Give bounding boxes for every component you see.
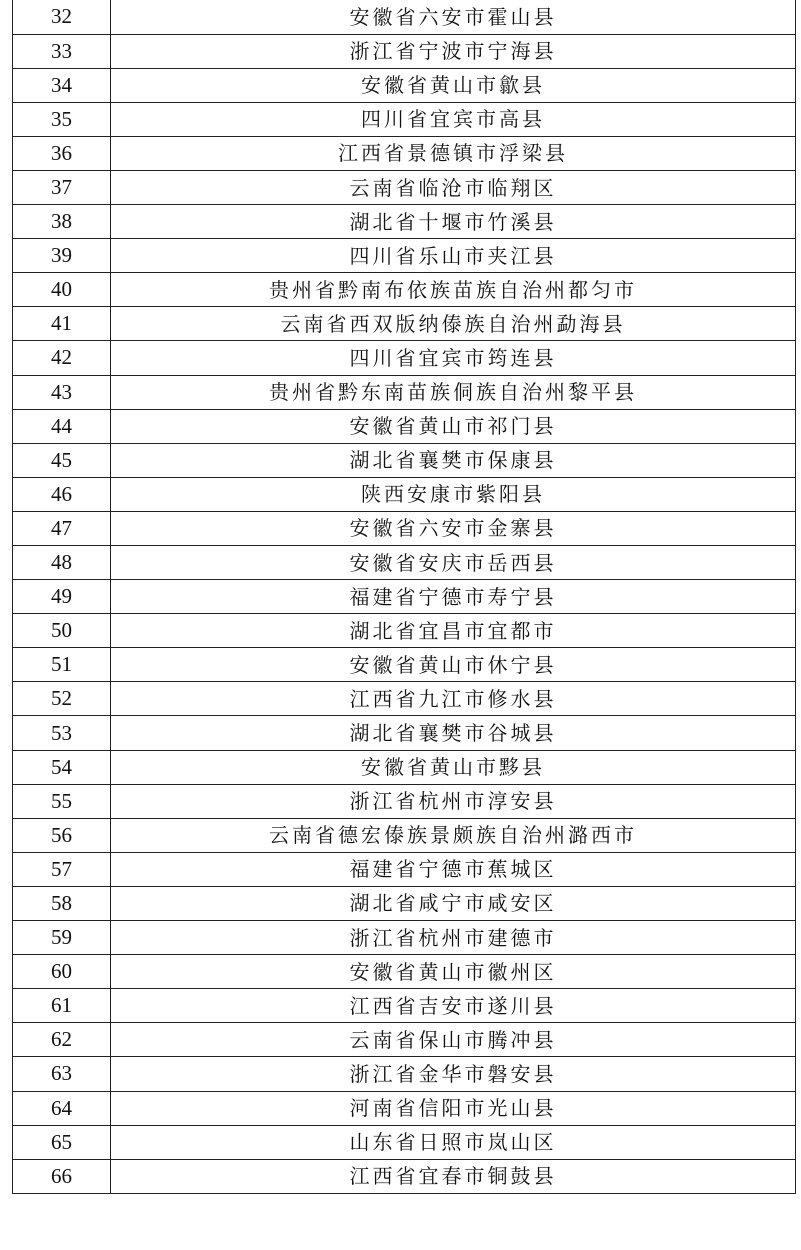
region-name-cell: 云南省保山市腾冲县 [111, 1023, 796, 1057]
row-number-cell: 53 [13, 716, 111, 750]
table-row [13, 239, 796, 273]
table-row [13, 170, 796, 204]
row-number-cell: 38 [13, 205, 111, 239]
table-row [13, 989, 796, 1023]
table-body [13, 0, 796, 1193]
table-row [13, 375, 796, 409]
row-number-cell: 47 [13, 511, 111, 545]
region-name-cell: 安徽省黄山市祁门县 [111, 409, 796, 443]
row-number-cell: 39 [13, 239, 111, 273]
row-number-cell: 52 [13, 682, 111, 716]
row-number-cell: 32 [13, 0, 111, 34]
region-name-cell: 安徽省六安市霍山县 [111, 0, 796, 34]
row-number-cell: 64 [13, 1091, 111, 1125]
table-row [13, 784, 796, 818]
table-row [13, 546, 796, 580]
region-name-cell: 湖北省宜昌市宜都市 [111, 614, 796, 648]
row-number-cell: 43 [13, 375, 111, 409]
region-name-cell: 贵州省黔东南苗族侗族自治州黎平县 [111, 375, 796, 409]
region-name-cell: 福建省宁德市寿宁县 [111, 580, 796, 614]
row-number-cell: 49 [13, 580, 111, 614]
table-row [13, 716, 796, 750]
region-name-cell: 安徽省黄山市黟县 [111, 750, 796, 784]
region-name-cell: 浙江省杭州市建德市 [111, 921, 796, 955]
row-number-cell: 36 [13, 136, 111, 170]
table-row [13, 852, 796, 886]
region-name-cell: 安徽省黄山市歙县 [111, 68, 796, 102]
region-name-cell: 四川省乐山市夹江县 [111, 239, 796, 273]
region-name-cell: 四川省宜宾市筠连县 [111, 341, 796, 375]
region-name-cell: 河南省信阳市光山县 [111, 1091, 796, 1125]
table-row [13, 136, 796, 170]
table-row [13, 443, 796, 477]
row-number-cell: 65 [13, 1125, 111, 1159]
row-number-cell: 63 [13, 1057, 111, 1091]
row-number-cell: 48 [13, 546, 111, 580]
table-row [13, 307, 796, 341]
table-row [13, 273, 796, 307]
table-row [13, 409, 796, 443]
region-name-cell: 湖北省咸宁市咸安区 [111, 886, 796, 920]
table-row [13, 580, 796, 614]
region-name-cell: 福建省宁德市蕉城区 [111, 852, 796, 886]
table-row [13, 0, 796, 34]
region-table [12, 0, 796, 1194]
table-row [13, 1023, 796, 1057]
table-row [13, 1159, 796, 1193]
table-row [13, 68, 796, 102]
region-name-cell: 浙江省杭州市淳安县 [111, 784, 796, 818]
row-number-cell: 42 [13, 341, 111, 375]
table-row [13, 886, 796, 920]
region-name-cell: 安徽省黄山市徽州区 [111, 955, 796, 989]
table-row [13, 477, 796, 511]
region-name-cell: 江西省吉安市遂川县 [111, 989, 796, 1023]
region-name-cell: 安徽省安庆市岳西县 [111, 546, 796, 580]
row-number-cell: 58 [13, 886, 111, 920]
table-row [13, 648, 796, 682]
row-number-cell: 34 [13, 68, 111, 102]
region-name-cell: 湖北省十堰市竹溪县 [111, 205, 796, 239]
region-name-cell: 四川省宜宾市高县 [111, 102, 796, 136]
table-row [13, 955, 796, 989]
table-row [13, 102, 796, 136]
table-row [13, 1091, 796, 1125]
region-name-cell: 湖北省襄樊市保康县 [111, 443, 796, 477]
row-number-cell: 40 [13, 273, 111, 307]
row-number-cell: 51 [13, 648, 111, 682]
table-row [13, 921, 796, 955]
row-number-cell: 60 [13, 955, 111, 989]
row-number-cell: 50 [13, 614, 111, 648]
region-name-cell: 江西省九江市修水县 [111, 682, 796, 716]
row-number-cell: 55 [13, 784, 111, 818]
region-name-cell: 云南省德宏傣族景颇族自治州潞西市 [111, 818, 796, 852]
row-number-cell: 56 [13, 818, 111, 852]
row-number-cell: 45 [13, 443, 111, 477]
region-name-cell: 浙江省金华市磐安县 [111, 1057, 796, 1091]
region-name-cell: 湖北省襄樊市谷城县 [111, 716, 796, 750]
table-row [13, 750, 796, 784]
region-name-cell: 贵州省黔南布依族苗族自治州都匀市 [111, 273, 796, 307]
region-name-cell: 江西省宜春市铜鼓县 [111, 1159, 796, 1193]
region-name-cell: 陕西安康市紫阳县 [111, 477, 796, 511]
region-name-cell: 云南省西双版纳傣族自治州勐海县 [111, 307, 796, 341]
table-row [13, 818, 796, 852]
table-row [13, 1125, 796, 1159]
region-name-cell: 浙江省宁波市宁海县 [111, 34, 796, 68]
row-number-cell: 57 [13, 852, 111, 886]
row-number-cell: 44 [13, 409, 111, 443]
region-name-cell: 安徽省六安市金寨县 [111, 511, 796, 545]
region-name-cell: 安徽省黄山市休宁县 [111, 648, 796, 682]
row-number-cell: 62 [13, 1023, 111, 1057]
row-number-cell: 35 [13, 102, 111, 136]
row-number-cell: 61 [13, 989, 111, 1023]
region-name-cell: 山东省日照市岚山区 [111, 1125, 796, 1159]
row-number-cell: 33 [13, 34, 111, 68]
table-row [13, 341, 796, 375]
row-number-cell: 37 [13, 170, 111, 204]
row-number-cell: 59 [13, 921, 111, 955]
table-row [13, 511, 796, 545]
row-number-cell: 46 [13, 477, 111, 511]
table-row [13, 1057, 796, 1091]
table-row [13, 614, 796, 648]
row-number-cell: 54 [13, 750, 111, 784]
row-number-cell: 66 [13, 1159, 111, 1193]
region-name-cell: 云南省临沧市临翔区 [111, 170, 796, 204]
table-row [13, 205, 796, 239]
region-name-cell: 江西省景德镇市浮梁县 [111, 136, 796, 170]
row-number-cell: 41 [13, 307, 111, 341]
table-row [13, 682, 796, 716]
table-row [13, 34, 796, 68]
